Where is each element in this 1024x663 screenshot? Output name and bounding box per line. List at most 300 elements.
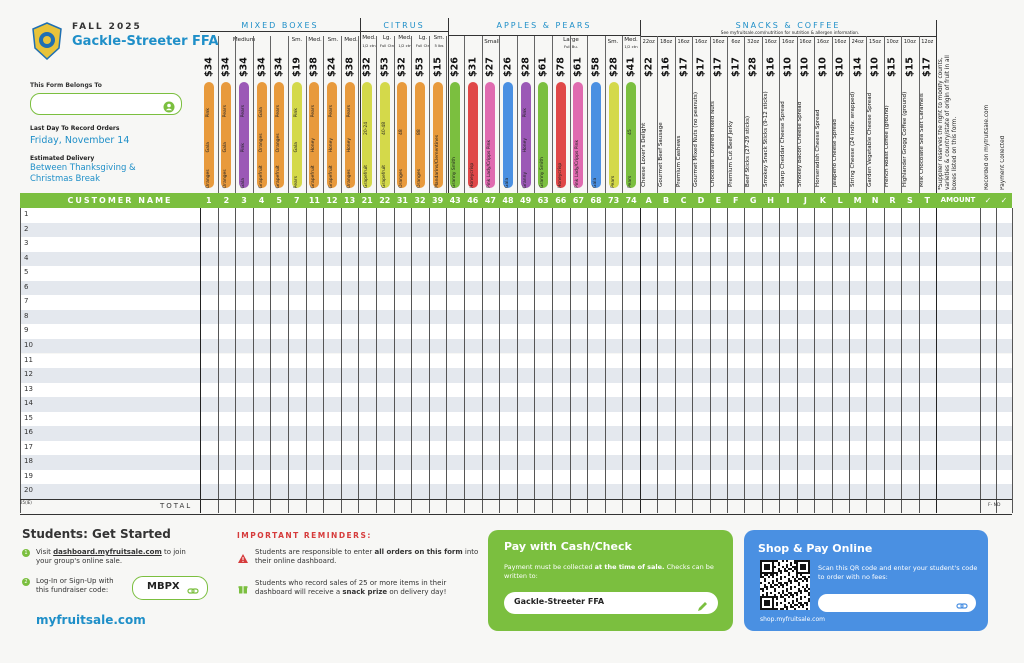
fruit-label-43-0: Granny Smith xyxy=(452,157,458,188)
grid-vline xyxy=(517,208,518,513)
header-vline xyxy=(411,36,412,193)
row-number: 14 xyxy=(24,399,33,408)
grid-vline xyxy=(884,208,885,513)
fruit-label-49-1: Honey xyxy=(522,138,528,153)
grid-vline xyxy=(832,208,833,513)
delivery-window: Between Thanksgiving & Christmas Break xyxy=(30,163,136,184)
col-header-43: 43 xyxy=(449,196,461,205)
size-citrus-med-2-sub: 1/2 ctn xyxy=(398,43,412,48)
product-name-C: Premium Cashews xyxy=(675,135,682,187)
grid-vline xyxy=(797,208,798,513)
col-header-E: E xyxy=(715,196,722,205)
header-vline xyxy=(744,36,745,193)
fruit-label-67-0: Pink Lady/Cripps Pink xyxy=(575,139,581,188)
snack-size-0: 22oz xyxy=(642,39,655,45)
group-apples-pears: APPLES & PEARS xyxy=(496,21,592,30)
price-L: $10 xyxy=(834,57,846,77)
price-11: $38 xyxy=(308,57,320,77)
grid-vline xyxy=(919,208,920,513)
grid-vline xyxy=(429,208,430,513)
step-2-badge: 2 xyxy=(22,578,30,586)
price-1: $34 xyxy=(203,57,215,77)
grid-vline xyxy=(446,208,447,513)
size-citrus-med: Med. xyxy=(362,35,376,41)
header-vline xyxy=(779,36,780,193)
fruit-label-73-0: Pears xyxy=(610,175,616,188)
header-vline xyxy=(587,36,588,193)
price-66: $78 xyxy=(555,57,567,77)
price-H: $16 xyxy=(765,57,777,77)
fruit-label-1-0: Oranges xyxy=(205,169,211,188)
grid-vline xyxy=(605,208,606,513)
grid-vline xyxy=(482,208,483,513)
header-vline xyxy=(323,36,324,193)
header-vline xyxy=(235,36,236,193)
col-header-7: 7 xyxy=(294,196,300,205)
price-R: $15 xyxy=(886,57,898,77)
snack-size-10: 16oz xyxy=(816,39,829,45)
step-2-text: Log-In or Sign-Up with this fundraiser code: xyxy=(36,577,114,594)
price-74: $41 xyxy=(625,57,637,77)
col-header-1: 1 xyxy=(206,196,212,205)
snack-size-2: 16oz xyxy=(677,39,690,45)
fruit-label-31-0: Oranges xyxy=(399,169,405,188)
grid-vline xyxy=(980,208,981,513)
size-pear-med: Med. xyxy=(624,37,638,43)
header-vline xyxy=(622,36,623,193)
row-number: 4 xyxy=(24,253,29,262)
product-name-H: Smokey Snack Sticks (9-12 sticks) xyxy=(762,91,769,187)
season-label: FALL 2025 xyxy=(72,22,142,32)
snack-size-4: 16oz xyxy=(712,39,725,45)
fruit-label-2-0: Oranges xyxy=(223,169,229,188)
deadline-label: Last Day To Record Orders xyxy=(30,125,120,132)
price-K: $10 xyxy=(817,57,829,77)
col-header-31: 31 xyxy=(396,196,408,205)
snack-size-7: 16oz xyxy=(764,39,777,45)
header-vline xyxy=(605,36,606,193)
header-vline xyxy=(919,36,920,193)
header-vline xyxy=(358,36,359,193)
grid-vline xyxy=(534,208,535,513)
snack-size-12: 24oz xyxy=(851,39,864,45)
header-vline xyxy=(429,36,430,193)
price-68: $58 xyxy=(590,57,602,77)
deadline-date: Friday, November 14 xyxy=(30,135,130,146)
size-citrus-lg-sub: Full Ctn xyxy=(379,43,395,48)
grid-vline xyxy=(552,208,553,513)
snack-size-5: 6oz xyxy=(731,39,741,45)
size-sm: Sm. xyxy=(291,37,303,43)
header-vline xyxy=(253,36,254,193)
price-13: $38 xyxy=(344,57,356,77)
fruit-label-2-1: Gala xyxy=(223,142,229,153)
fruit-label-12-0: Grapefruit xyxy=(329,164,334,188)
fruit-label-21-0: Grapefruit xyxy=(364,164,370,188)
grid-vline xyxy=(394,208,395,513)
size-citrus-med-2: Med. xyxy=(398,35,412,41)
product-name-L: Jalapeno Cheese Spread xyxy=(832,119,839,187)
col-header-3: 3 xyxy=(241,196,247,205)
dashboard-link[interactable]: dashboard.myfruitsale.com xyxy=(53,548,162,556)
header-vline xyxy=(849,36,850,193)
grid-vline xyxy=(587,208,588,513)
col-header-I: I xyxy=(786,196,790,205)
fruit-label-3-1: Pink xyxy=(241,143,246,153)
header-vline xyxy=(306,36,307,193)
recorded-check-header: ✓ xyxy=(984,196,992,205)
size-citrus-lg-2-sub: Full Ctn xyxy=(415,43,431,48)
row-number: 18 xyxy=(24,457,33,466)
fruit-label-31-1: 48 xyxy=(399,129,405,135)
grid-vline xyxy=(200,208,201,513)
col-header-L: L xyxy=(837,196,843,205)
col-header-67: 67 xyxy=(572,196,584,205)
row-number: 20 xyxy=(24,486,33,495)
fruit-label-11-1: Honey xyxy=(311,138,317,153)
grid-vline xyxy=(499,208,500,513)
row-number: 16 xyxy=(24,428,33,437)
check-payee-field[interactable] xyxy=(504,592,718,614)
col-header-49: 49 xyxy=(520,196,532,205)
header-vline xyxy=(832,36,833,193)
row-number: 15 xyxy=(24,413,33,422)
student-code-field[interactable] xyxy=(818,594,976,612)
header-vline xyxy=(762,36,763,193)
grid-vline xyxy=(762,208,763,513)
price-2: $34 xyxy=(220,57,232,77)
col-header-66: 66 xyxy=(555,196,567,205)
product-name-A: Cheese Lover's Delight xyxy=(640,122,647,187)
fruit-label-22-0: Grapefruit xyxy=(381,164,387,188)
price-S: $15 xyxy=(904,57,916,77)
price-3: $34 xyxy=(238,57,250,77)
fruit-label-12-1: Honey xyxy=(329,138,334,153)
fruit-label-74-0: Pears xyxy=(628,175,634,188)
col-header-46: 46 xyxy=(467,196,479,205)
reminder-1: Students are responsible to enter all orders on this form into their online dashboard. xyxy=(255,548,479,565)
snack-size-8: 16oz xyxy=(781,39,794,45)
header-vline xyxy=(446,36,447,193)
fruit-label-11-2: Pears xyxy=(311,105,317,118)
fruit-label-39-0: Mandarins/Clementines xyxy=(434,134,440,188)
header-vline xyxy=(727,36,728,193)
snack-size-16: 12oz xyxy=(921,39,934,45)
form-belongs-label: This Form Belongs To xyxy=(30,82,102,89)
form-owner-field[interactable] xyxy=(30,93,182,115)
fruit-label-4-1: Oranges xyxy=(258,133,264,153)
price-B: $16 xyxy=(660,57,672,77)
row-number: 11 xyxy=(24,355,33,364)
fruit-label-3-0: Gala xyxy=(241,177,246,188)
amount-header: AMOUNT xyxy=(940,196,976,204)
chapter-name: Gackle-Streeter FFA xyxy=(72,34,219,49)
size-pear-sm: Sm. xyxy=(607,39,619,45)
price-73: $28 xyxy=(608,57,620,77)
price-39: $15 xyxy=(432,57,444,77)
form-code-right: F- ND xyxy=(988,503,1001,508)
row-number: 7 xyxy=(24,297,29,306)
col-header-32: 32 xyxy=(414,196,426,205)
product-name-G: Beef Sticks (27-29 sticks) xyxy=(745,115,752,187)
price-F: $17 xyxy=(730,57,742,77)
header-vline xyxy=(376,36,377,193)
grid-vline xyxy=(253,208,254,513)
row-number: 17 xyxy=(24,442,33,451)
shop-url[interactable]: shop.myfruitsale.com xyxy=(760,616,825,623)
col-header-S: S xyxy=(906,196,913,205)
fruit-label-68-0: Gala xyxy=(593,177,598,188)
snack-size-6: 32oz xyxy=(747,39,760,45)
fruit-label-32-1: 88 xyxy=(417,129,422,135)
supplier-note: *Supplier reserves the right to modify counts, varieties & country/state of origin of fruit in all boxes listed on this form. xyxy=(938,55,958,190)
fruit-label-49-0: Granny xyxy=(522,171,528,188)
header-vline xyxy=(517,36,518,193)
snack-size-15: 10oz xyxy=(903,39,916,45)
delivery-label: Estimated Delivery xyxy=(30,155,95,162)
fruit-label-13-1: Honey xyxy=(346,138,352,153)
grid-vline xyxy=(727,208,728,513)
price-63: $61 xyxy=(537,57,549,77)
fruit-label-49-2: Pink xyxy=(522,108,528,118)
students-title: Students: Get Started xyxy=(22,527,171,541)
snack-size-13: 15oz xyxy=(869,39,882,45)
grid-vline xyxy=(657,208,658,513)
price-4: $34 xyxy=(256,57,268,77)
fruit-label-2-2: Pears xyxy=(223,105,229,118)
fruit-label-21-1: 20-24 xyxy=(364,121,370,135)
row-number: 2 xyxy=(24,224,29,233)
col-header-12: 12 xyxy=(326,196,338,205)
fundraiser-code: MBPX xyxy=(147,581,180,592)
size-pear-med-sub: 1/2 ctn xyxy=(624,44,638,49)
form-code-left: 25(lE) xyxy=(20,500,32,505)
product-name-N: Garden Vegetable Cheese Spread xyxy=(867,92,874,187)
header-vline xyxy=(570,36,571,193)
col-header-47: 47 xyxy=(484,196,496,205)
grid-vline xyxy=(996,208,997,513)
price-M: $14 xyxy=(852,57,864,77)
grid-vline xyxy=(936,208,937,513)
snack-size-9: 16oz xyxy=(799,39,812,45)
col-header-48: 48 xyxy=(502,196,514,205)
price-46: $31 xyxy=(467,57,479,77)
row-number: 19 xyxy=(24,471,33,480)
fruit-label-66-0: Honeycrisp xyxy=(557,162,563,188)
price-E: $17 xyxy=(712,57,724,77)
col-header-T: T xyxy=(924,196,931,205)
product-name-R: French Roast Coffee (ground) xyxy=(884,105,891,187)
row-number: 5 xyxy=(24,268,29,277)
col-header-5: 5 xyxy=(276,196,282,205)
header-vline xyxy=(675,36,676,193)
price-7: $19 xyxy=(291,57,303,77)
fruit-label-48-0: Gala xyxy=(505,177,510,188)
header-vline xyxy=(499,36,500,193)
fruit-label-5-0: Grapefruit xyxy=(276,164,282,188)
size-med-2: Med. xyxy=(344,37,358,43)
price-D: $17 xyxy=(695,57,707,77)
group-mixed-boxes: MIXED BOXES xyxy=(241,21,319,30)
price-T: $17 xyxy=(921,57,933,77)
row-number: 8 xyxy=(24,311,29,320)
product-name-J: Smokey Bacon Cheese Spread xyxy=(797,101,804,187)
row-number: 6 xyxy=(24,282,29,291)
header-vline xyxy=(657,36,658,193)
fruit-label-7-1: Gala xyxy=(293,142,299,153)
header-vline xyxy=(534,36,535,193)
price-12: $24 xyxy=(326,57,338,77)
grid-vline xyxy=(288,208,289,513)
grid-vline xyxy=(849,208,850,513)
shop-online-panel xyxy=(744,530,988,631)
grid-vline xyxy=(411,208,412,513)
fruit-label-13-2: Pears xyxy=(346,105,352,118)
fruit-label-13-0: Oranges xyxy=(346,169,352,188)
qr-code-icon[interactable] xyxy=(760,560,810,610)
fruit-label-22-1: 40-48 xyxy=(381,121,387,135)
grid-vline xyxy=(744,208,745,513)
header-vline xyxy=(884,36,885,193)
fruit-label-1-2: Pink xyxy=(205,108,211,118)
col-header-D: D xyxy=(697,196,705,205)
product-name-T: Milk Chocolate Sea Salt Caramels xyxy=(919,93,926,187)
size-citrus-lg: Lg. xyxy=(382,35,392,41)
size-citrus-sm-sub: 5 lbs xyxy=(434,43,444,48)
fruit-label-1-1: Gala xyxy=(205,142,211,153)
pay-cash-panel xyxy=(488,530,733,631)
grid-vline xyxy=(710,208,711,513)
col-header-73: 73 xyxy=(608,196,620,205)
header-vline xyxy=(394,36,395,193)
header-vline xyxy=(464,36,465,193)
price-48: $26 xyxy=(502,57,514,77)
size-medium: Medium xyxy=(232,37,256,43)
reminders-title: IMPORTANT REMINDERS: xyxy=(237,531,372,540)
pencil-icon xyxy=(697,597,708,616)
product-name-S: Highlander Grogg Coffee (ground) xyxy=(901,91,908,187)
col-header-J: J xyxy=(803,196,807,205)
size-large: Large xyxy=(563,37,579,43)
header-vline xyxy=(797,36,798,193)
col-header-F: F xyxy=(733,196,739,205)
product-name-K: Horseradish Cheese Spread xyxy=(814,109,821,187)
col-header-39: 39 xyxy=(432,196,444,205)
grid-vline xyxy=(306,208,307,513)
product-name-M: String Cheese (24 indiv. wrapped) xyxy=(849,91,856,187)
gift-icon xyxy=(238,579,248,598)
price-49: $28 xyxy=(520,57,532,77)
step-1-badge: 1 xyxy=(22,549,30,557)
grid-vline xyxy=(1012,208,1013,513)
grid-vline xyxy=(901,208,902,513)
price-5: $34 xyxy=(273,57,285,77)
fruit-label-4-0: Grapefruit xyxy=(258,164,264,188)
grid-vline xyxy=(235,208,236,513)
warning-icon xyxy=(238,548,248,567)
col-header-63: 63 xyxy=(537,196,549,205)
col-header-13: 13 xyxy=(344,196,356,205)
size-citrus-sm: Sm. xyxy=(433,35,445,41)
col-header-A: A xyxy=(645,196,652,205)
grid-vline xyxy=(866,208,867,513)
online-title: Shop & Pay Online xyxy=(758,542,873,555)
grid-vline xyxy=(464,208,465,513)
fruit-label-7-0: Pears xyxy=(293,175,299,188)
price-A: $22 xyxy=(643,57,655,77)
col-header-N: N xyxy=(871,196,879,205)
online-instructions: Scan this QR code and enter your student's code to order with no fees: xyxy=(818,564,978,581)
link-icon-online xyxy=(956,597,968,616)
total-label: TOTAL xyxy=(160,502,193,510)
col-header-21: 21 xyxy=(361,196,373,205)
check-payee: Gackle-Streeter FFA xyxy=(514,597,605,606)
fruit-label-7-2: Pink xyxy=(293,108,299,118)
grid-vline xyxy=(570,208,571,513)
col-header-C: C xyxy=(680,196,687,205)
fruit-label-74-1: 45 xyxy=(628,129,634,135)
fruit-label-46-0: Honeycrisp xyxy=(469,162,475,188)
price-22: $53 xyxy=(379,57,391,77)
grid-vline xyxy=(622,208,623,513)
snack-size-3: 16oz xyxy=(694,39,707,45)
user-icon xyxy=(163,98,175,110)
price-31: $32 xyxy=(396,57,408,77)
header-vline xyxy=(692,36,693,193)
size-med: Med. xyxy=(308,37,322,43)
fruit-label-11-0: Grapefruit xyxy=(311,164,317,188)
col-header-R: R xyxy=(889,196,896,205)
header-vline xyxy=(270,36,271,193)
col-header-G: G xyxy=(749,196,757,205)
row-number: 1 xyxy=(24,210,29,218)
header-vline xyxy=(482,36,483,193)
col-header-B: B xyxy=(663,196,670,205)
snack-size-14: 10oz xyxy=(886,39,899,45)
grid-vline xyxy=(640,208,641,513)
payment-check-header: ✓ xyxy=(1000,196,1008,205)
grid-vline xyxy=(675,208,676,513)
col-header-K: K xyxy=(819,196,826,205)
fundraiser-code-box[interactable] xyxy=(132,576,208,600)
snack-size-11: 16oz xyxy=(834,39,847,45)
fruit-label-32-0: Oranges xyxy=(417,169,422,188)
grid-vline xyxy=(341,208,342,513)
row-number: 10 xyxy=(24,340,33,349)
col-header-4: 4 xyxy=(258,196,265,205)
grid-vline xyxy=(358,208,359,513)
product-name-B: Gourmet Beef Sausage xyxy=(658,122,665,187)
row-number: 12 xyxy=(24,370,33,379)
price-J: $10 xyxy=(799,57,811,77)
payment-label: Payment Collected xyxy=(1000,135,1006,190)
header-vline xyxy=(814,36,815,193)
price-N: $10 xyxy=(869,57,881,77)
col-header-68: 68 xyxy=(590,196,602,205)
fruit-label-63-0: Granny Smith xyxy=(540,157,546,188)
row-number: 9 xyxy=(24,326,29,335)
row-number: 3 xyxy=(24,239,29,248)
col-header-2: 2 xyxy=(223,196,230,205)
header-vline xyxy=(901,36,902,193)
price-I: $10 xyxy=(782,57,794,77)
customer-name-header: CUSTOMER NAME xyxy=(67,196,173,205)
grid-vline xyxy=(20,208,21,513)
grid-vline xyxy=(323,208,324,513)
reminder-2: Students who record sales of 25 or more items in their dashboard will receive a snack prize on delivery day! xyxy=(255,579,447,596)
row-number: 13 xyxy=(24,384,33,393)
header-vline xyxy=(341,36,342,193)
